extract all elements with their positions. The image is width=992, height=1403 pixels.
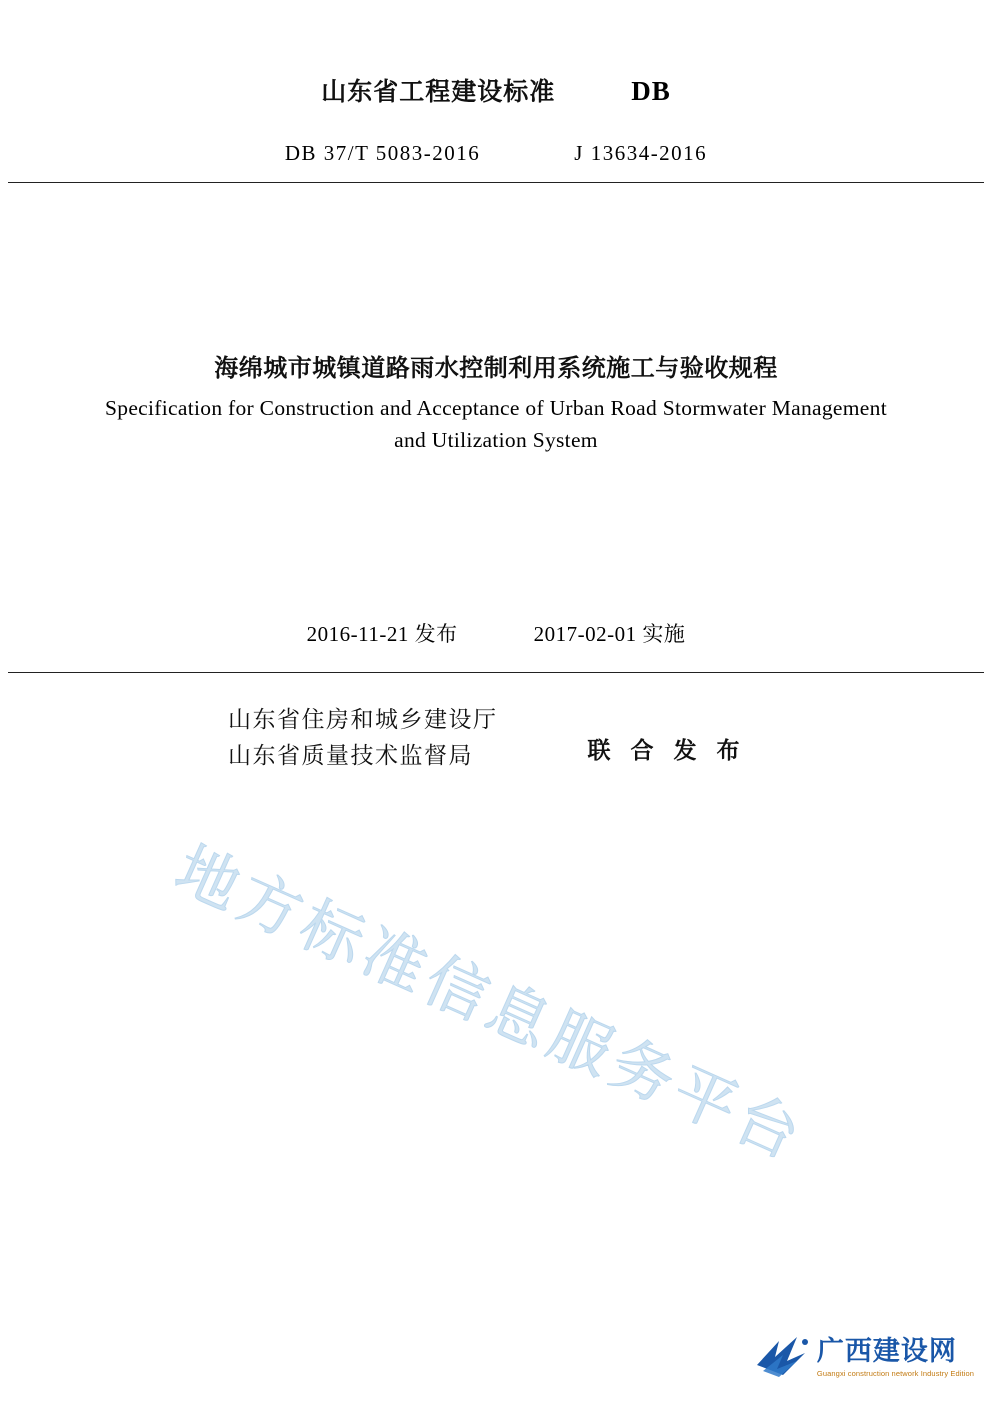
document-title-chinese: 海绵城市城镇道路雨水控制利用系统施工与验收规程 bbox=[214, 354, 778, 382]
publisher-names bbox=[228, 702, 498, 774]
standard-code-secondary: J 13634-2016 bbox=[574, 141, 708, 165]
logo-name-en: Guangxi construction network Industry Edition bbox=[816, 1368, 974, 1378]
footer-divider bbox=[8, 672, 984, 673]
publisher-line-2: 山东省质量技术监督局 bbox=[228, 743, 473, 769]
document-header bbox=[0, 0, 992, 166]
standard-org-label: 山东省工程建设标准 bbox=[321, 77, 556, 106]
logo-text-group bbox=[817, 1337, 974, 1378]
watermark-text: 地方标准信息服务平台 bbox=[165, 831, 816, 1176]
document-title-english: Specification for Construction and Acceptance of Urban Road Stormwater Management and Utilization System bbox=[105, 396, 887, 452]
header-line-codes bbox=[0, 141, 992, 166]
publication-dates bbox=[0, 618, 992, 648]
publisher-line-1: 山东省住房和城乡建设厅 bbox=[228, 707, 498, 733]
logo-name-cn: 广西建设网 bbox=[816, 1335, 957, 1367]
issue-date: 2016-11-21 发布 bbox=[306, 622, 458, 646]
effective-date: 2017-02-01 实施 bbox=[533, 622, 686, 646]
db-mark-label: DB bbox=[631, 76, 671, 106]
header-line-primary bbox=[0, 72, 992, 108]
star-logo-icon bbox=[753, 1335, 811, 1379]
publisher-block bbox=[0, 702, 992, 774]
standard-code-primary: DB 37/T 5083-2016 bbox=[284, 141, 481, 165]
site-logo bbox=[753, 1335, 974, 1379]
joint-release-label: 联 合 发 布 bbox=[587, 738, 746, 764]
header-divider bbox=[8, 182, 984, 183]
